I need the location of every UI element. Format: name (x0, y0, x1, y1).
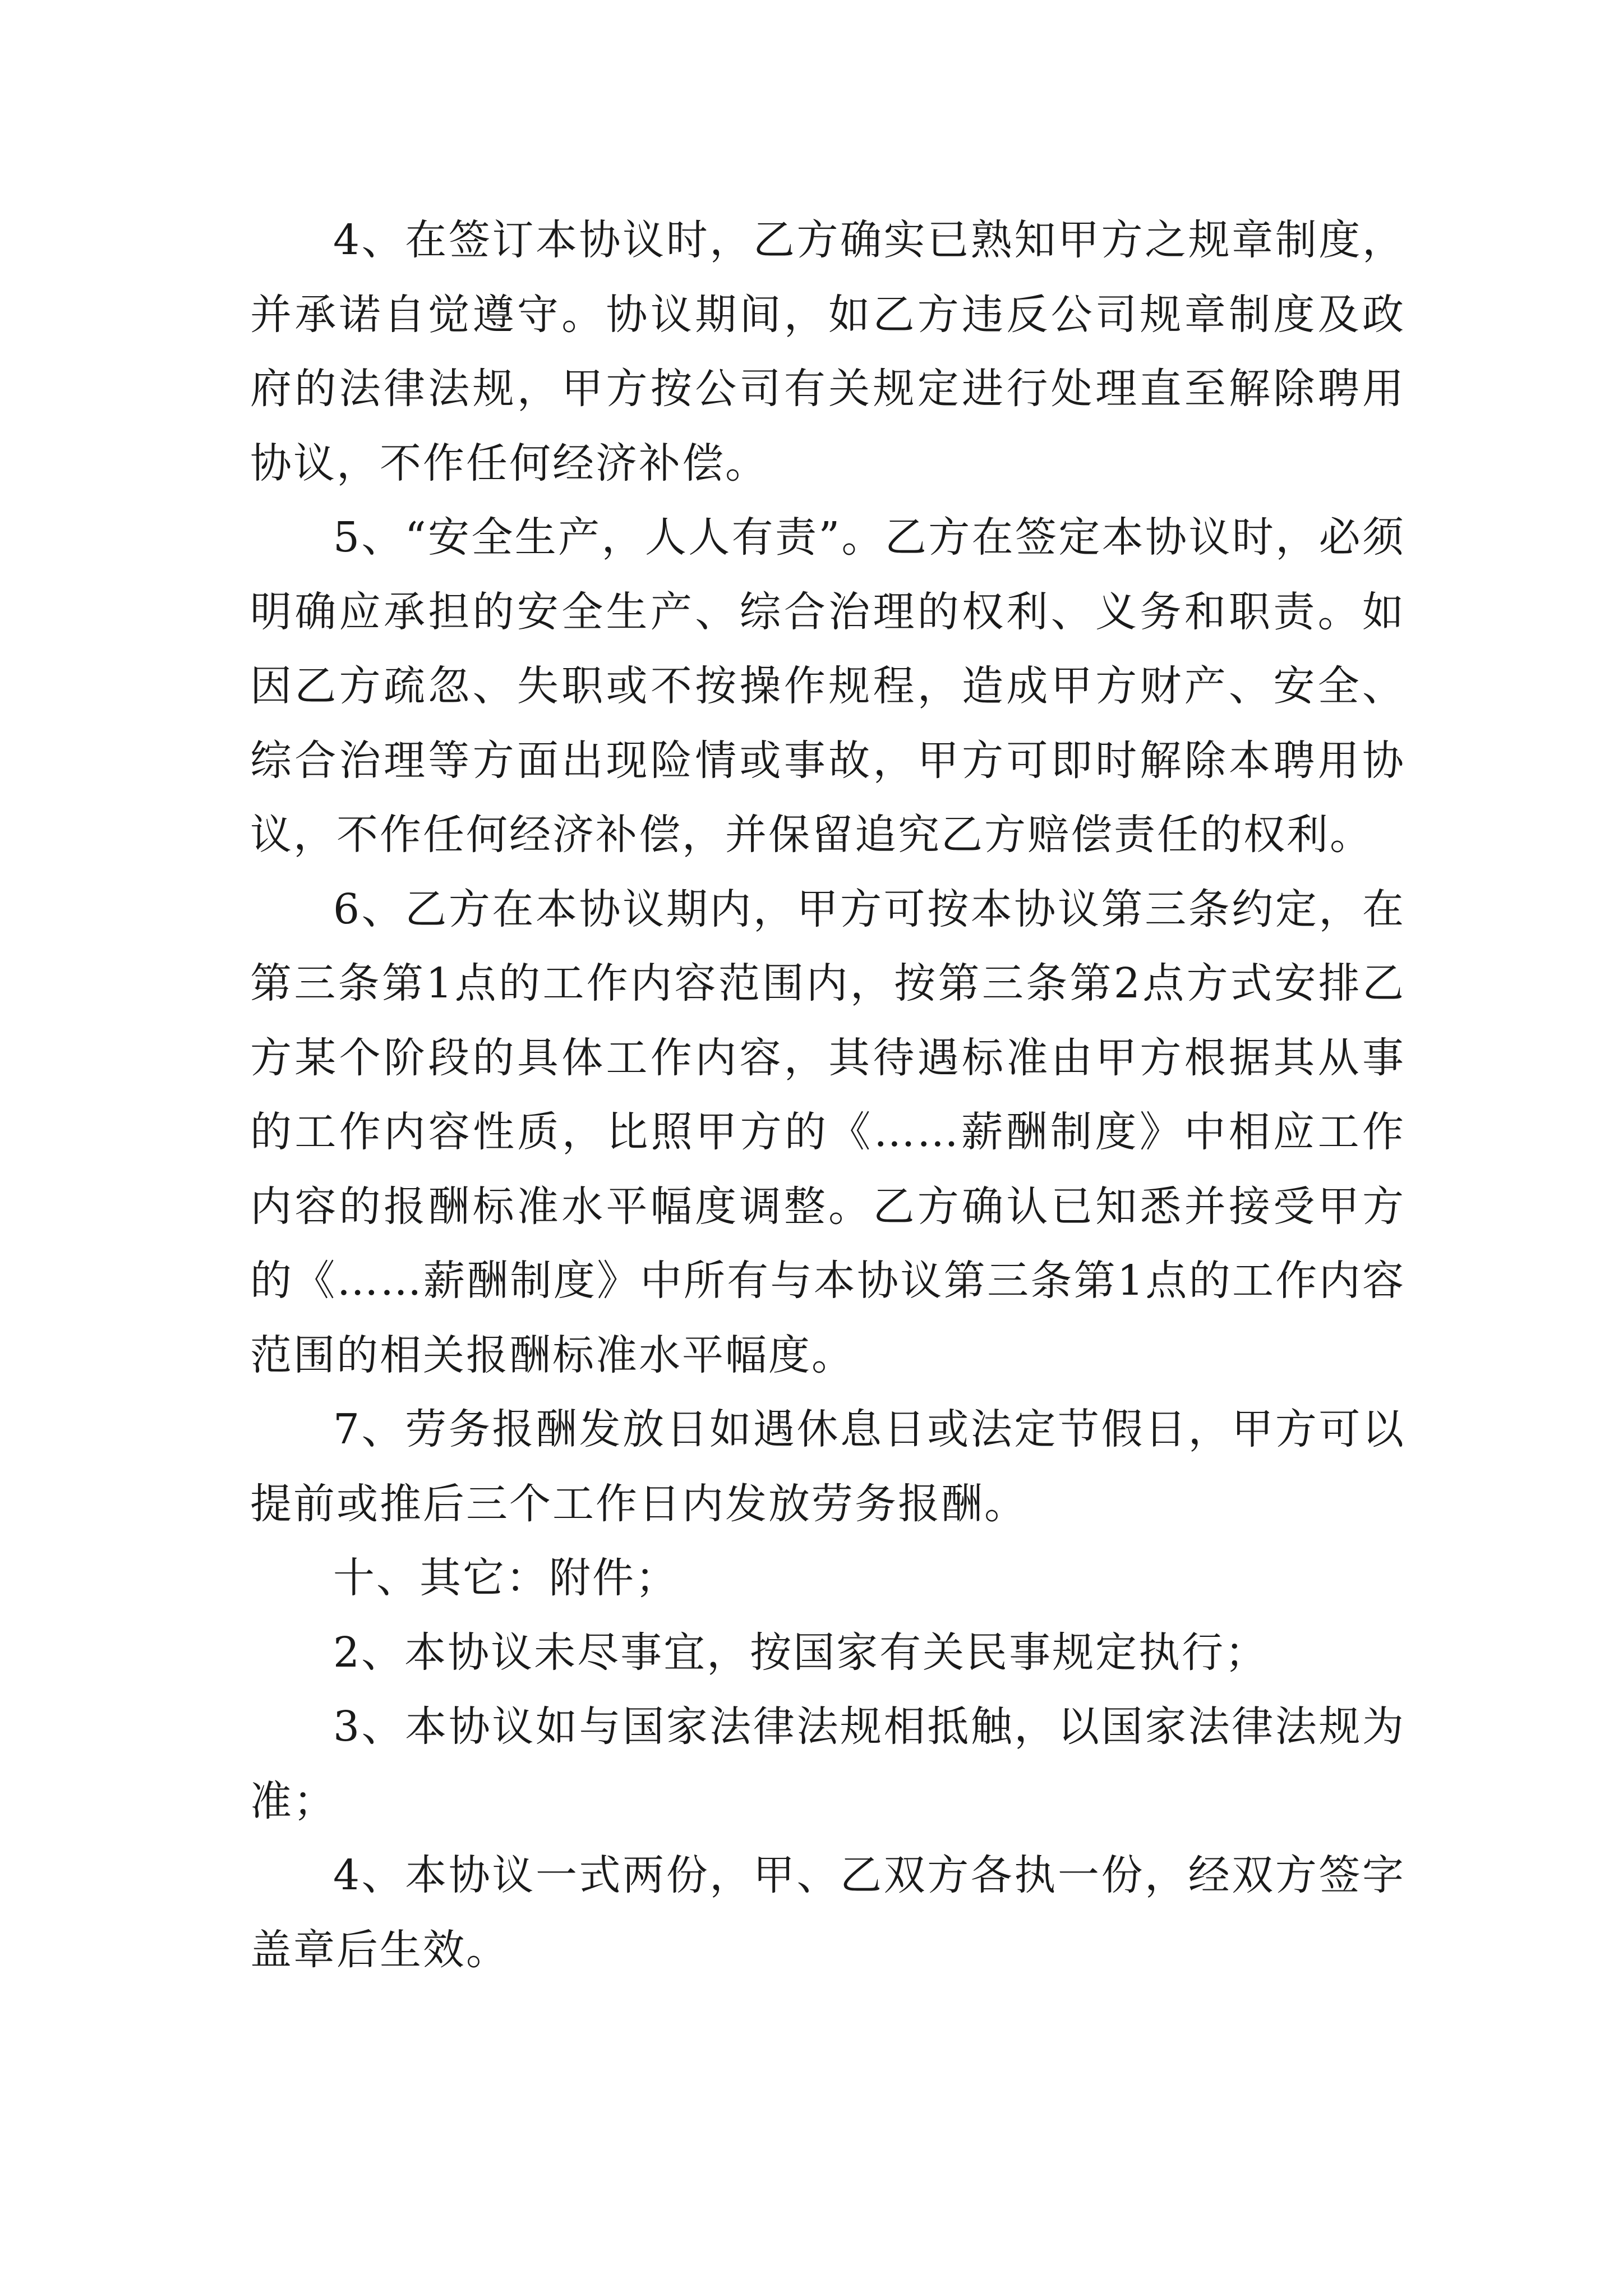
paragraph-item-3-law-precedence: 3、本协议如与国家法律法规相抵触，以国家法律法规为准； (250, 1703, 1405, 1825)
paragraph-item-2-unspecified-matters: 2、本协议未尽事宜，按国家有关民事规定执行； (333, 1628, 1269, 1677)
paragraph-section-10-other: 十、其它：附件； (333, 1554, 679, 1602)
paragraph-item-4-copies-effect: 4、本协议一式两份，甲、乙双方各执一份，经双方签字盖章后生效。 (250, 1851, 1405, 1974)
paragraph-clause-6-work-content: 6、乙方在本协议期内，甲方可按本协议第三条约定，在第三条第1点的工作内容范围内，按第三条第2点方式安排乙方某个阶段的具体工作内容，其待遇标准由甲方根据其从事的工作内容性质，比照甲方的《……薪酬制度》中相应工作内容的报酬标准水平幅度调整。乙方确认已知悉并接受甲方的《……薪酬制度》中所有与本协议第三条第1点的工作内容范围的相关报酬标准水平幅度。 (250, 885, 1405, 1379)
paragraph-clause-5-safety: 5、“安全生产，人人有责”。乙方在签定本协议时，必须明确应承担的安全生产、综合治理的权利、义务和职责。如因乙方疏忽、失职或不按操作规程，造成甲方财产、安全、综合治理等方面出现险情或事故，甲方可即时解除本聘用协议，不作任何经济补偿，并保留追究乙方赔偿责任的权利。 (250, 513, 1405, 859)
document-body (250, 203, 1405, 1987)
paragraph-clause-7-payment-date: 7、劳务报酬发放日如遇休息日或法定节假日，甲方可以提前或推后三个工作日内发放劳务报酬。 (250, 1405, 1405, 1528)
paragraph-clause-4-rules: 4、在签订本协议时，乙方确实已熟知甲方之规章制度，并承诺自觉遵守。协议期间，如乙方违反公司规章制度及政府的法律法规，甲方按公司有关规定进行处理直至解除聘用协议，不作任何经济补偿。 (250, 216, 1405, 487)
